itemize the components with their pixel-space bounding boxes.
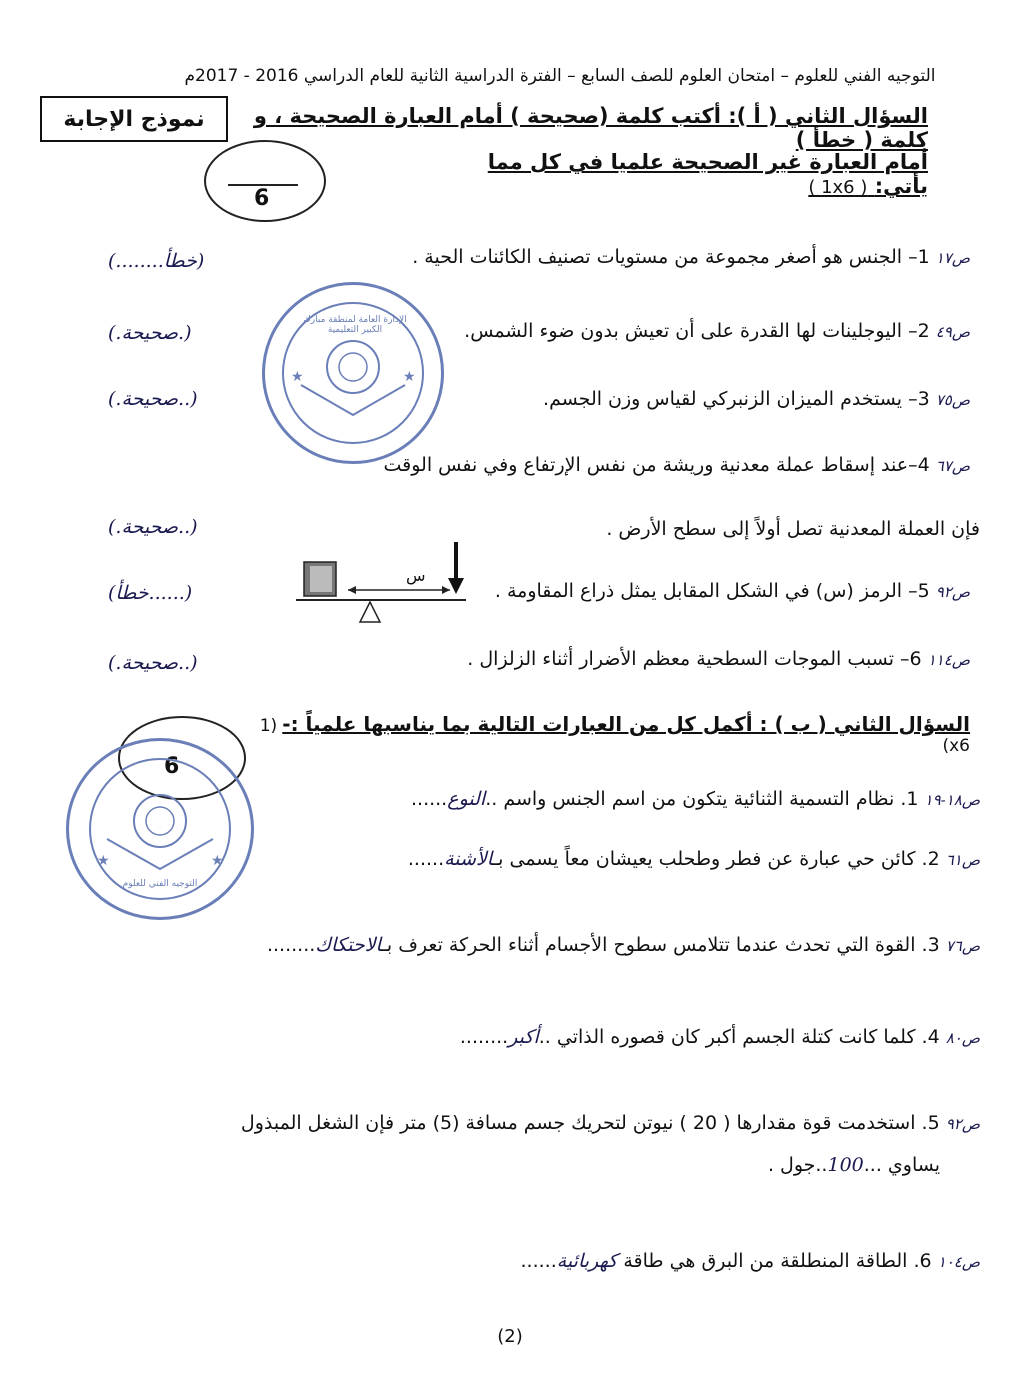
part-b-title-row [250, 712, 970, 756]
part-b-item-5-cont: يساوي ...100..جول . [767, 1154, 940, 1176]
lever-label-s: س [406, 566, 426, 585]
part-b-title: السؤال الثاني ( ب ) : أكمل كل من العبارات التالية بما يناسبها علمياً :- [282, 712, 970, 736]
item-number: 6. [913, 1250, 932, 1272]
item-number: 2. [921, 848, 940, 870]
dots: ...... [407, 848, 445, 870]
margin-note: ص٩٢ [935, 583, 970, 601]
item-text-2: يساوي [887, 1154, 940, 1176]
part-a-answer-5: (خطأ......) [108, 582, 193, 604]
item-number: 5. [921, 1112, 940, 1134]
item-number: 6 [909, 648, 922, 670]
fill-answer: أكبر [508, 1026, 539, 1048]
dots: ...... [410, 788, 448, 810]
item-number: 4 [917, 454, 930, 476]
part-a-score: 6 [254, 186, 270, 211]
svg-text:★: ★ [211, 853, 224, 869]
margin-note: ص١٠٤ [937, 1253, 980, 1271]
dots: ........ [459, 1026, 509, 1048]
part-a-answer-3: (.صحيحة..) [108, 388, 198, 410]
part-b-item-2 [330, 848, 980, 870]
item-number: 1. [900, 788, 919, 810]
official-stamp-1 [262, 282, 444, 464]
margin-note: ص٤٩ [935, 323, 970, 341]
part-a-answer-6: (.صحيحة..) [108, 652, 198, 674]
part-b-item-4 [380, 1026, 980, 1048]
exam-header: التوجيه الفني للعلوم – امتحان العلوم للصف السابع – الفترة الدراسية الثانية للعام الدراسي 2016 - 2017م [184, 66, 936, 86]
part-b-score: 6 [164, 754, 180, 779]
part-a-answer-2: (.صحيحة.) [108, 322, 192, 344]
item-text: القوة التي تحدث عندما تتلامس سطوح الأجسام أثناء الحركة تعرف بـ [381, 934, 916, 956]
fill-answer: الأشنة [444, 848, 493, 870]
part-b-item-6 [470, 1250, 980, 1272]
part-a-title: السؤال الثاني ( أ ): أكتب كلمة (صحيحة ) أمام العبارة الصحيحة ، و كلمة ( خطأ ) [253, 104, 928, 152]
margin-note: ص٦٧ [935, 457, 970, 475]
svg-text:★: ★ [291, 369, 304, 385]
part-a-item-3 [440, 388, 970, 410]
part-a-item-2 [420, 320, 970, 342]
stamp-emblem-icon [69, 741, 251, 917]
dots: ...... [520, 1250, 557, 1272]
part-a-answer-4: (.صحيحة..) [108, 516, 198, 538]
fill-answer: كهربائية [556, 1250, 618, 1272]
part-b-item-5 [210, 1112, 980, 1134]
stamp-2-text: التوجيه الفني للعلوم [122, 879, 198, 889]
stamp-1-text: الإدارة العامة لمنطقة مبارك الكبير التعليمية [303, 315, 407, 335]
margin-note: ص١١٤ [927, 651, 970, 669]
fill-answer: 100 [827, 1154, 864, 1176]
part-a-multiplier: ( 1x6 ) [808, 177, 868, 198]
fill-answer: الاحتكاك [315, 934, 382, 956]
item-number: 5 [917, 580, 930, 602]
item-number: 3 [917, 388, 930, 410]
lever-figure [296, 538, 476, 632]
svg-text:★: ★ [97, 853, 110, 869]
part-b-multiplier: (1 x6) [259, 716, 970, 756]
margin-note: ص١٨-١٩ [924, 791, 980, 809]
part-b-item-3 [170, 934, 980, 956]
part-a-title-2-text: أمام العبارة غير الصحيحة علميا في كل مما يأتي: [487, 150, 928, 198]
margin-note: ص٨٠ [945, 1029, 980, 1047]
item-text: كلما كانت كتلة الجسم أكبر كان قصوره الذاتي .. [538, 1026, 916, 1048]
part-a-item-5 [490, 580, 970, 602]
margin-note: ص١٧ [935, 249, 970, 267]
item-text: – تسبب الموجات السطحية معظم الأضرار أثناء الزلزال . [467, 648, 910, 670]
margin-note: ص٩٢ [945, 1115, 980, 1133]
part-a-item-4-cont: فإن العملة المعدنية تصل أولاً إلى سطح الأرض . [606, 518, 980, 540]
part-a-item-6 [430, 648, 970, 670]
part-b-item-1 [370, 788, 980, 810]
item-text: –عند إسقاط عملة معدنية وريشة من نفس الإرتفاع وفي نفس الوقت [383, 454, 918, 476]
item-number: 4. [921, 1026, 940, 1048]
svg-text:★: ★ [403, 369, 416, 385]
page-number: (2) [497, 1326, 523, 1347]
item-text: – الرمز (س) في الشكل المقابل يمثل ذراع المقاومة . [494, 580, 918, 602]
part-a-item-1 [330, 246, 970, 268]
item-text: – الجنس هو أصغر مجموعة من مستويات تصنيف الكائنات الحية . [412, 246, 918, 268]
part-a-item-4 [380, 454, 970, 476]
stamp-emblem-icon [265, 285, 441, 461]
answer-model-box: نموذج الإجابة [40, 96, 228, 142]
part-a-score-oval [204, 140, 326, 222]
item-number: 3. [921, 934, 940, 956]
dots: ........ [266, 934, 316, 956]
margin-note: ص٧٥ [935, 391, 970, 409]
item-number: 2 [917, 320, 930, 342]
item-number: 1 [917, 246, 930, 268]
part-a-title-2 [430, 150, 928, 198]
official-stamp-2 [66, 738, 254, 920]
item-text: استخدمت قوة مقدارها ( 20 ) نيوتن لتحريك جسم مسافة (5) متر فإن الشغل المبذول [240, 1112, 916, 1134]
item-text: – يستخدم الميزان الزنبركي لقياس وزن الجسم. [543, 388, 918, 410]
margin-note: ص٧٦ [945, 937, 980, 955]
margin-note: ص٦١ [945, 851, 980, 869]
part-a-answer-1: (........خطأ) [108, 250, 205, 272]
item-text: كائن حي عبارة عن فطر وطحلب يعيشان معاً يسمى بـ [492, 848, 916, 870]
fill-answer: النوع [447, 788, 486, 810]
item-text: – اليوجلينات لها القدرة على أن تعيش بدون ضوء الشمس. [464, 320, 918, 342]
item-text: الطاقة المنطلقة من البرق هي طاقة [623, 1250, 908, 1272]
unit: جول . [767, 1154, 816, 1176]
item-text: نظام التسمية الثنائية يتكون من اسم الجنس واسم .. [485, 788, 895, 810]
